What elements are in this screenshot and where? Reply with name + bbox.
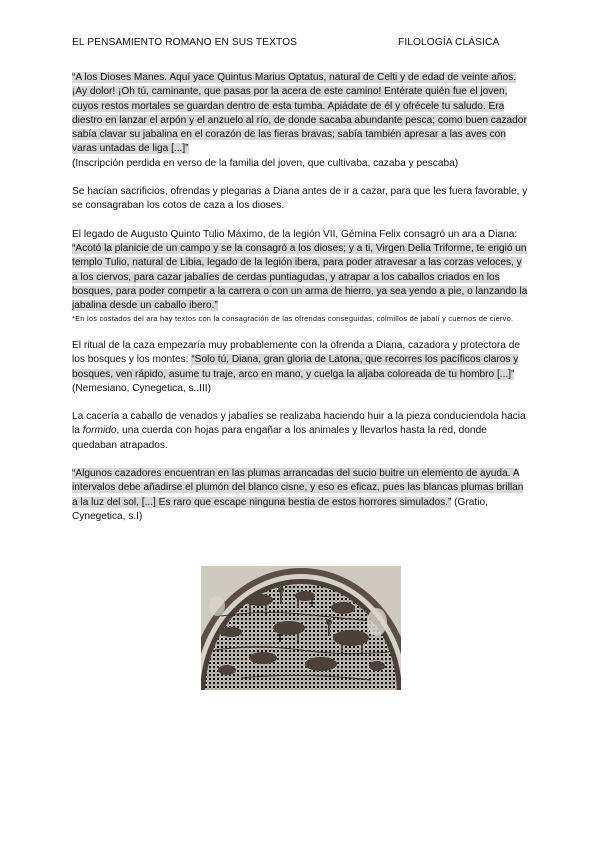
cazadores-quote: “Algunos cazadores encuentran en las plumas arrancadas del sucio buitre un elemento de ayuda. A intervalos debe añadirse el plumón del blanco cisne, y eso es eficaz, pues las blancas plumas brillan a la luz del sol, [...] Es raro que escape ninguna bestia de estos horrores simulados.” bbox=[72, 468, 524, 508]
document-body bbox=[72, 71, 528, 524]
formido-term: formido bbox=[82, 425, 117, 437]
caceria-after: , una cuerda con hojas para engañar a los animales y llevarlos hasta la red, donde quedaban atrapados. bbox=[72, 425, 487, 451]
legado-quote: “Acotó la planicie de un campo y se la consagró a los dioses; y a ti, Virgen Delia Triforme, te erigió un templo Tulio, natural de Libia, legado de la legión ibera, para poder atravesar a las corzas veloces, y a los ciervos, para cazar jabalíes de cerdas puntiagudas, y atrapar a los caballos criados en los bosques, para poder competir a la carrera o con un arma de hierro, ya sea yendo a pie, o lanzando la jabalina desde un caballo ibero.” bbox=[72, 242, 528, 312]
ritual-intro: El ritual de la caza empezaría muy probablemente con la ofrenda a Diana, cazadora y protectora de los bosques y los montes: bbox=[72, 339, 521, 366]
paragraph-legado bbox=[72, 228, 528, 314]
ritual-source: (Nemesiano, Cynegetica, s..III) bbox=[72, 382, 211, 394]
ara-note: *En los costados del ara hay textos con la consagración de las ofrendas conseguidas, colmillos de jabalí y cuernos de ciervo. bbox=[72, 314, 514, 324]
paragraph-cazadores bbox=[72, 467, 528, 524]
paragraph-ritual bbox=[72, 339, 528, 396]
paragraph-caceria bbox=[72, 410, 528, 453]
inscription-source: (Inscripción perdida en verso de la familia del joven, que cultivaba, cazaba y pescaba) bbox=[72, 157, 459, 169]
header-right: FILOLOGÍA CLÁSICA bbox=[398, 37, 500, 48]
legado-intro: El legado de Augusto Quinto Tulio Máximo, de la legión VII, Gémina Felix consagró un ara a Diana: bbox=[72, 228, 518, 240]
caceria-before: La cacería a caballo de venados y jabalíes se realizaba haciendo huir a la pieza conduciendola hacia la bbox=[72, 411, 526, 437]
paragraph-sacrifices: Se hacían sacrificios, ofrendas y plegarias a Diana antes de ir a cazar, para que les fuera favorable, y se consagraban los cotos de caza a los dioses. bbox=[72, 186, 528, 212]
inscription-quote: “A los Dioses Manes. Aquí yace Quintus Marius Optatus, natural de Celti y de edad de veinte años. ¡Ay dolor! ¡Oh tú, caminante, que pasas por la acera de este camino! Entérate quién fue el joven, cuyos restos mortales se guardan dentro de esta tumba. Apiádate de él y ofrécele tu saludo. Era diestro en lanzar el arpón y el anzuelo al río, de donde sacaba abundante pesca; como buen cazador sabía clavar su jabalina en el corazón de las fieras bravas; sabía también apresar a las aves con varas untadas de liga [...]” bbox=[72, 72, 527, 155]
cazadores-source: (Gratio, Cynegetica, s.I) bbox=[72, 496, 488, 522]
ritual-quote: “Solo tú, Diana, gran gloria de Latona, que recorres los pacíficos claros y bosques, ven rápido, asume tu traje, arco en mano, y cuelga la aljaba coloreada de tu hombro [...]” bbox=[72, 354, 519, 380]
paragraph-inscription bbox=[72, 71, 528, 171]
hunting-mosaic-image bbox=[201, 566, 401, 690]
header-left: EL PENSAMIENTO ROMANO EN SUS TEXTOS bbox=[72, 37, 298, 48]
mosaic-drawing bbox=[201, 566, 401, 690]
